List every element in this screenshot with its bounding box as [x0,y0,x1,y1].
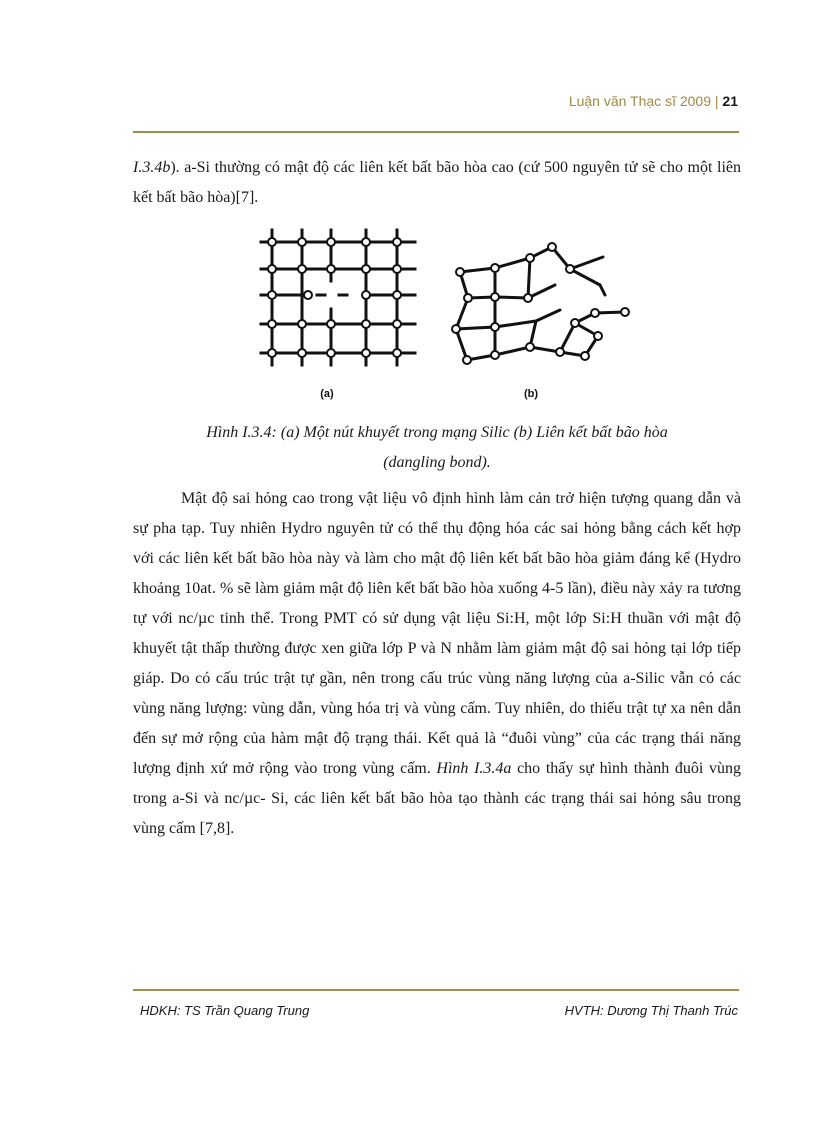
footer-advisor: HDKH: TS Trần Quang Trung [140,1003,310,1018]
paragraph-2 [133,484,741,844]
caption-line-1: Hình I.3.4: (a) Một nút khuyết trong mạng Silic (b) Liên kết bất bão hòa [206,424,668,441]
page-number: 21 [722,93,738,109]
paragraph-2-part-2: cho thấy sự hình thành đuôi vùng trong a-Si và nc/µc- Si, các liên kết bất bão hòa tạo thành các trạng thái sai hỏng sâu trong vùng cấm [7,8]. [133,760,742,837]
figure-caption [133,418,741,478]
label-b: (b) [523,388,539,400]
caption-line-2: (dangling bond). [383,454,491,471]
figure-reference-2: Hình I.3.4a [436,760,512,777]
lattice-figure [255,225,635,410]
lattice-b [456,247,625,360]
lattice-a-atoms [268,238,401,357]
footer-author: HVTH: Dương Thị Thanh Trúc [564,1003,738,1018]
lattice-a [261,230,415,365]
header-separator: | [714,93,719,109]
paragraph-1 [133,153,741,213]
page-header [569,93,738,109]
footer-rule [133,989,739,991]
paragraph-1-text: ). a-Si thường có mật độ các liên kết bất bão hòa cao (cứ 500 nguyên tử sẽ cho một liên kết bất bão hòa)[7]. [133,159,741,206]
paragraph-2-part-1: Mật độ sai hỏng cao trong vật liệu vô định hình làm cản trở hiện tượng quang dẫn và sự pha tạp. Tuy nhiên Hydro nguyên tử có thể thụ động hóa các sai hỏng bằng cách kết hợp với các liên kết bất bão hòa này và làm cho mật độ liên kết bất bão hòa giảm đáng kể (Hydro khoảng 10at. % sẽ làm giảm mật độ liên kết bất bão hòa xuống 4-5 lần), điều này xảy ra tương tự với nc/µc tinh thể. Trong PMT có sử dụng vật liệu Si:H, một lớp Si:H thuần với mật độ khuyết tật thấp thường được xen giữa lớp P và N nhằm làm giảm mật độ sai hỏng tại lớp tiếp giáp. Do có cấu trúc trật tự gần, nên trong cấu trúc vùng năng lượng của a-Silic vẫn có các vùng năng lượng: vùng dẫn, vùng hóa trị và vùng cấm. Tuy nhiên, do thiếu trật tự xa nên dẫn đến sự mở rộng của hàm mật độ trạng thái. Kết quả là “đuôi vùng” của các trạng thái năng lượng định xứ mở rộng vào trong vùng cấm. [133,490,741,777]
label-a: (a) [320,388,334,400]
figure-reference: I.3.4b [133,159,171,176]
lattice-b-atoms [452,243,629,364]
header-rule [133,131,739,133]
header-title: Luận văn Thạc sĩ 2009 [568,93,711,109]
